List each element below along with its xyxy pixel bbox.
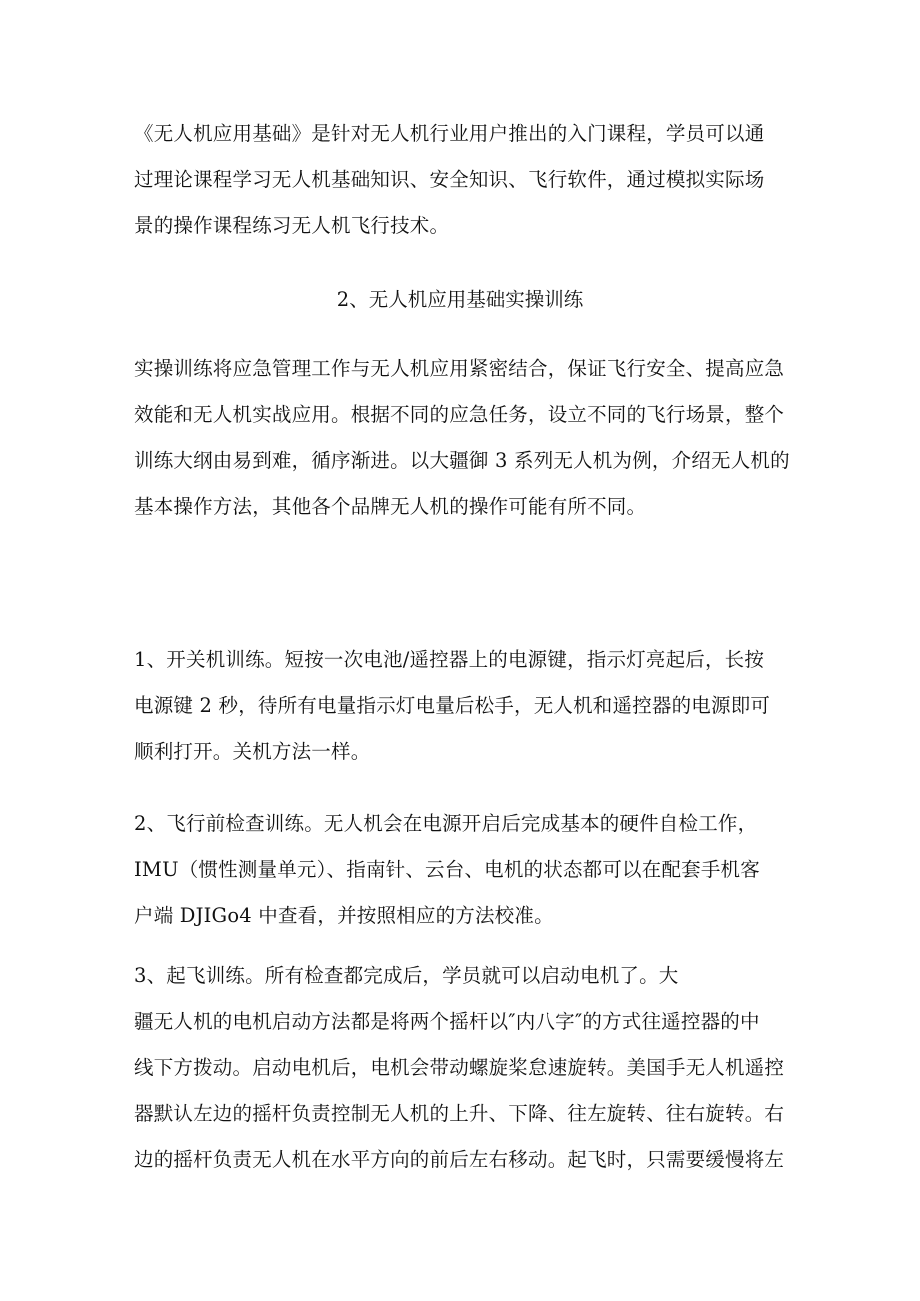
item2-line: 2、飞行前检查训练。无人机会在电源开启后完成基本的硬件自检工作，: [134, 812, 758, 835]
intro-line: 《无人机应用基础》是针对无人机行业用户推出的入门课程，学员可以通: [134, 122, 765, 145]
item3-line: 器默认左边的摇杆负责控制无人机的上升、下降、往左旋转、往右旋转。右: [134, 1102, 785, 1125]
intro-line: 景的操作课程练习无人机飞行技术。: [134, 214, 450, 237]
item2-line: IMU（惯性测量单元）、指南针、云台、电机的状态都可以在配套手机客: [134, 858, 760, 881]
item2-line: 户端 DJIGo4 中查看，并按照相应的方法校准。: [134, 904, 554, 927]
overview-paragraph: [134, 346, 794, 530]
item3-line: 边的摇杆负责无人机在水平方向的前后左右移动。起飞时，只需要缓慢将左: [134, 1148, 785, 1171]
overview-line: 基本操作方法，其他各个品牌无人机的操作可能有所不同。: [134, 495, 647, 518]
overview-line: 实操训练将应急管理工作与无人机应用紧密结合，保证飞行安全、提高应急: [134, 357, 785, 380]
item1-line: 1、开关机训练。短按一次电池/遥控器上的电源键，指示灯亮起后，长按: [134, 648, 765, 671]
section-heading: 2、无人机应用基础实操训练: [336, 288, 584, 311]
intro-paragraph: [134, 111, 794, 249]
overview-line: 训练大纲由易到难，循序渐进。以大疆御 3 系列无人机为例，介绍无人机的: [134, 449, 790, 472]
overview-line: 效能和无人机实战应用。根据不同的应急任务，设立不同的飞行场景，整个: [134, 403, 785, 426]
item3-paragraph: [134, 953, 794, 1183]
item3-line: 3、起飞训练。所有检查都完成后，学员就可以启动电机了。大: [134, 964, 679, 987]
item1-paragraph: [134, 637, 794, 775]
item3-line: 疆无人机的电机启动方法都是将两个摇杆以″内八字″的方式往遥控器的中: [134, 1010, 760, 1033]
item1-line: 顺利打开。关机方法一样。: [134, 740, 371, 763]
item1-line: 电源键 2 秒，待所有电量指示灯电量后松手，无人机和遥控器的电源即可: [134, 694, 771, 717]
intro-line: 过理论课程学习无人机基础知识、安全知识、飞行软件，通过模拟实际场: [134, 168, 765, 191]
item3-line: 线下方拨动。启动电机后，电机会带动螺旋桨怠速旋转。美国手无人机遥控: [134, 1056, 785, 1079]
item2-paragraph: [134, 801, 794, 939]
